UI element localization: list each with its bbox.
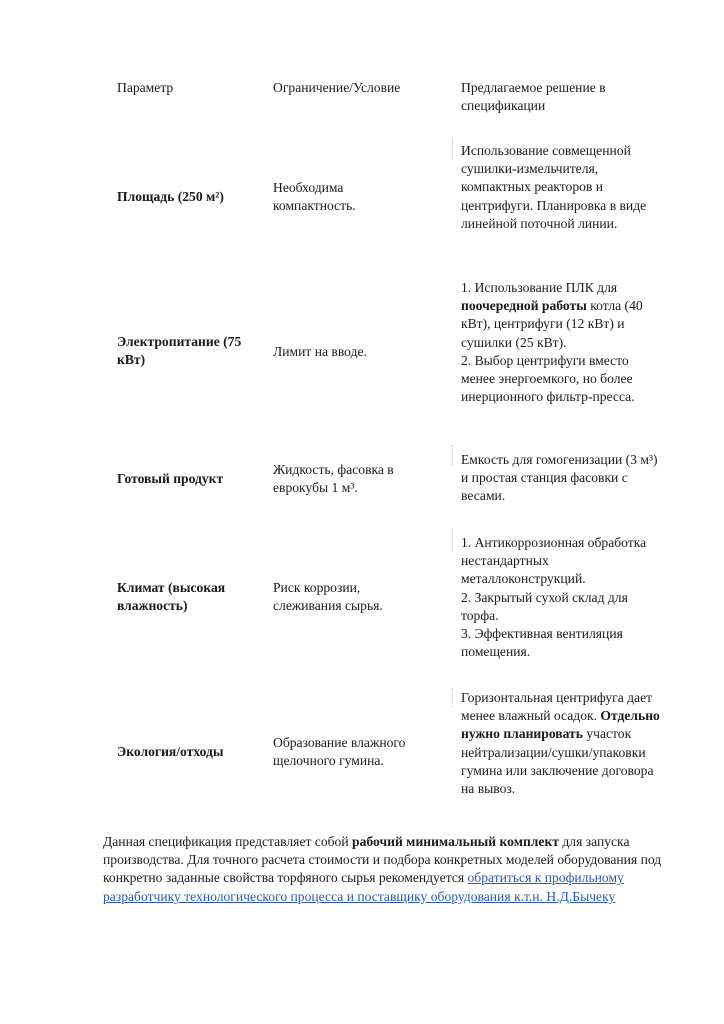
row-ecology-solution bbox=[461, 689, 666, 798]
row-climate-limit: Риск коррозии, слеживания сырья. bbox=[273, 580, 383, 614]
row-climate-param: Климат (высокая влажность) bbox=[117, 580, 226, 614]
solution-text: 3. Эффективная вентиляция помещения. bbox=[461, 626, 623, 660]
row-ecology-limit: Образование влажного щелочного гумина. bbox=[273, 735, 406, 769]
footer-bold-text: рабочий минимальный комплект bbox=[352, 834, 559, 849]
solution-bold-text: поочередной работы bbox=[461, 298, 587, 314]
header-solution: Предлагаемое решение в спецификации bbox=[461, 80, 606, 114]
solution-text: участок нейтрализации/сушки/упаковки гумина или заключение договора на вывоз. bbox=[461, 726, 654, 797]
row-power-solution bbox=[461, 279, 661, 406]
row-area-param: Площадь (250 м²) bbox=[117, 189, 224, 204]
solution-text: 1. Использование ПЛК для bbox=[461, 280, 618, 295]
contact-developer-link[interactable]: обратиться к профильному разработчику технологического процесса и поставщику оборудования к.т.н. Н.Д.Бычеку bbox=[103, 870, 624, 904]
footer-text: Данная спецификация представляет собой bbox=[103, 834, 353, 849]
row-ecology-param: Экология/отходы bbox=[117, 744, 224, 759]
row-product-solution: Емкость для гомогенизации (3 м³) и простая станция фасовки с весами. bbox=[461, 452, 658, 504]
solution-text: 1. Антикоррозионная обработка нестандартных металлоконструкций. bbox=[461, 535, 647, 587]
row-power-param: Электропитание (75 кВт) bbox=[117, 334, 242, 368]
column-separator bbox=[452, 688, 453, 708]
row-product-param: Готовый продукт bbox=[117, 471, 224, 486]
row-climate-solution bbox=[461, 534, 661, 661]
row-area-limit: Необходима компактность. bbox=[273, 180, 356, 214]
solution-text: котла (40 кВт), центрифуги (12 кВт) и сушилки (25 кВт). bbox=[461, 298, 643, 350]
column-separator bbox=[452, 445, 453, 465]
row-area-solution: Использование совмещенной сушилки-измельчителя, компактных реакторов и центрифуги. Планировка в виде линейной поточной линии. bbox=[461, 143, 647, 231]
solution-text: 2. Выбор центрифуги вместо менее энергоемкого, но более инерционного фильтр-пресса. bbox=[461, 352, 635, 405]
solution-bold-text: Отдельно нужно планировать bbox=[461, 708, 660, 742]
row-power-limit: Лимит на вводе. bbox=[273, 344, 367, 359]
row-product-limit: Жидкость, фасовка в еврокубы 1 м³. bbox=[273, 462, 394, 496]
header-param: Параметр bbox=[117, 80, 174, 95]
column-separator bbox=[452, 140, 453, 160]
solution-text: Горизонтальная центрифуга дает менее влажный осадок. bbox=[461, 690, 653, 724]
header-limit: Ограничение/Условие bbox=[273, 80, 401, 95]
solution-text: 2. Закрытый сухой склад для торфа. bbox=[461, 589, 628, 623]
column-separator bbox=[452, 530, 453, 550]
footer-paragraph bbox=[103, 833, 678, 906]
footer-text: для запуска производства. Для точного расчета стоимости и подбора конкретных моделей оборудования под конкретно заданные свойства торфяного сырья рекомендуется bbox=[103, 834, 662, 886]
